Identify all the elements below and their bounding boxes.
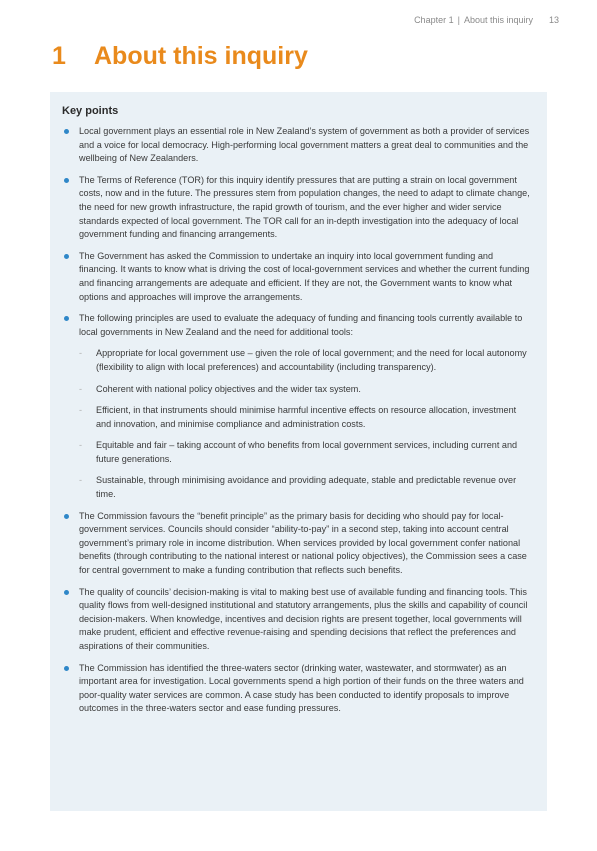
header-section: About this inquiry [463,15,533,25]
key-point-text: The Government has asked the Commission to undertake an inquiry into local government funding and financing. It wants to know what is driving the cost of local-government services and whether the current funding and financing arrangements are adequate and efficient. If they are not, the Government wants to know what options and approaches will improve the arrangements. [79,250,530,302]
bullet-icon [64,178,69,183]
dash-icon: - [79,348,83,359]
principle-item [79,474,531,501]
principle-text: Appropriate for local government use – given the role of local government; and the need for local autonomy (flexibility to align with local preferences) and accountability (including transparency). [96,348,527,372]
dash-icon: - [79,440,83,451]
bullet-icon [64,666,69,671]
key-point [62,510,531,578]
dash-icon: - [79,405,83,416]
principle-item [79,404,531,431]
principle-text: Coherent with national policy objectives and the wider tax system. [96,383,361,394]
chapter-title: About this inquiry [94,42,308,70]
principle-text: Sustainable, through minimising avoidance and providing adequate, stable and predictable revenue over time. [96,475,517,500]
key-point [62,125,531,166]
key-point [62,312,531,502]
key-point-text: The quality of councils’ decision-making is vital to making best use of available funding and financing tools. This quality flows from well-designed institutional and statutory arrangements, plus the skills and capability of council decision-makers. When knowledge, incentives and decision rights are present together, local governments will make prudent, efficient and effective revenue-raising and spending decisions that reflect the preferences and aspirations of their communities. [79,586,528,651]
bullet-icon [64,590,69,595]
key-point-text: The Terms of Reference (TOR) for this inquiry identify pressures that are putting a strain on local government costs, now and in the future. The pressures stem from population changes, the need to adapt to climate change, the need for new growth infrastructure, the rapid growth of tourism, and the ever higher and wider service standards expected of local government. The TOR call for an in-depth investigation into the adequacy of local government funding and financing arrangements. [79,174,530,240]
key-point-text: Local government plays an essential role in New Zealand’s system of government as both a provider of services and a voice for local democracy. High-performing local government matters a great deal to communities and the wellbeing of New Zealanders. [79,126,530,164]
key-point-text: The Commission has identified the three-waters sector (drinking water, wastewater, and stormwater) as an important area for investigation. Local governments spend a high portion of their funds on the three waters and poor-quality water services are common. A case study has been conducted to identify proposals to improve outcomes in the three-waters sector and ease funding pressures. [79,662,524,714]
bullet-icon [64,254,69,259]
principle-item [79,383,531,397]
bullet-icon [64,514,69,519]
bullet-icon [64,316,69,321]
principle-text: Equitable and fair – taking account of who benefits from local government services, including current and future generations. [96,440,518,464]
key-point [62,174,531,242]
key-point-text: The following principles are used to evaluate the adequacy of funding and financing tools currently available to local governments in New Zealand and the need for additional tools: [79,313,523,337]
key-points-title: Key points [62,105,119,117]
key-point [62,586,531,654]
dash-icon: - [79,383,83,394]
header-separator: | [457,15,460,25]
page-number: 13 [548,15,559,25]
key-points-box [50,92,547,811]
dash-icon: - [79,475,83,486]
key-points-list [62,125,531,716]
key-point [62,250,531,304]
key-point [62,662,531,716]
principles-list [79,347,531,501]
chapter-number: 1 [52,42,66,70]
header-chapter: Chapter 1 [414,15,454,25]
principle-item [79,347,531,374]
principle-item [79,439,531,466]
running-header [414,15,559,25]
chapter-heading [52,42,308,71]
principle-text: Efficient, in that instruments should minimise harmful incentive effects on resource allocation, investment and innovation, and minimise compliance and administration costs. [96,405,517,429]
bullet-icon [64,129,69,134]
key-point-text: The Commission favours the “benefit principle” as the primary basis for deciding who should pay for local-government services. Councils should consider “ability-to-pay” in a second step, taking into account central government’s primary role in income distribution. When services provided by local government confer national benefits (through contributing to the national interest or national policy objectives), the Commission sees a case for central government to make a funding contribution that reflects such benefits. [79,510,527,576]
